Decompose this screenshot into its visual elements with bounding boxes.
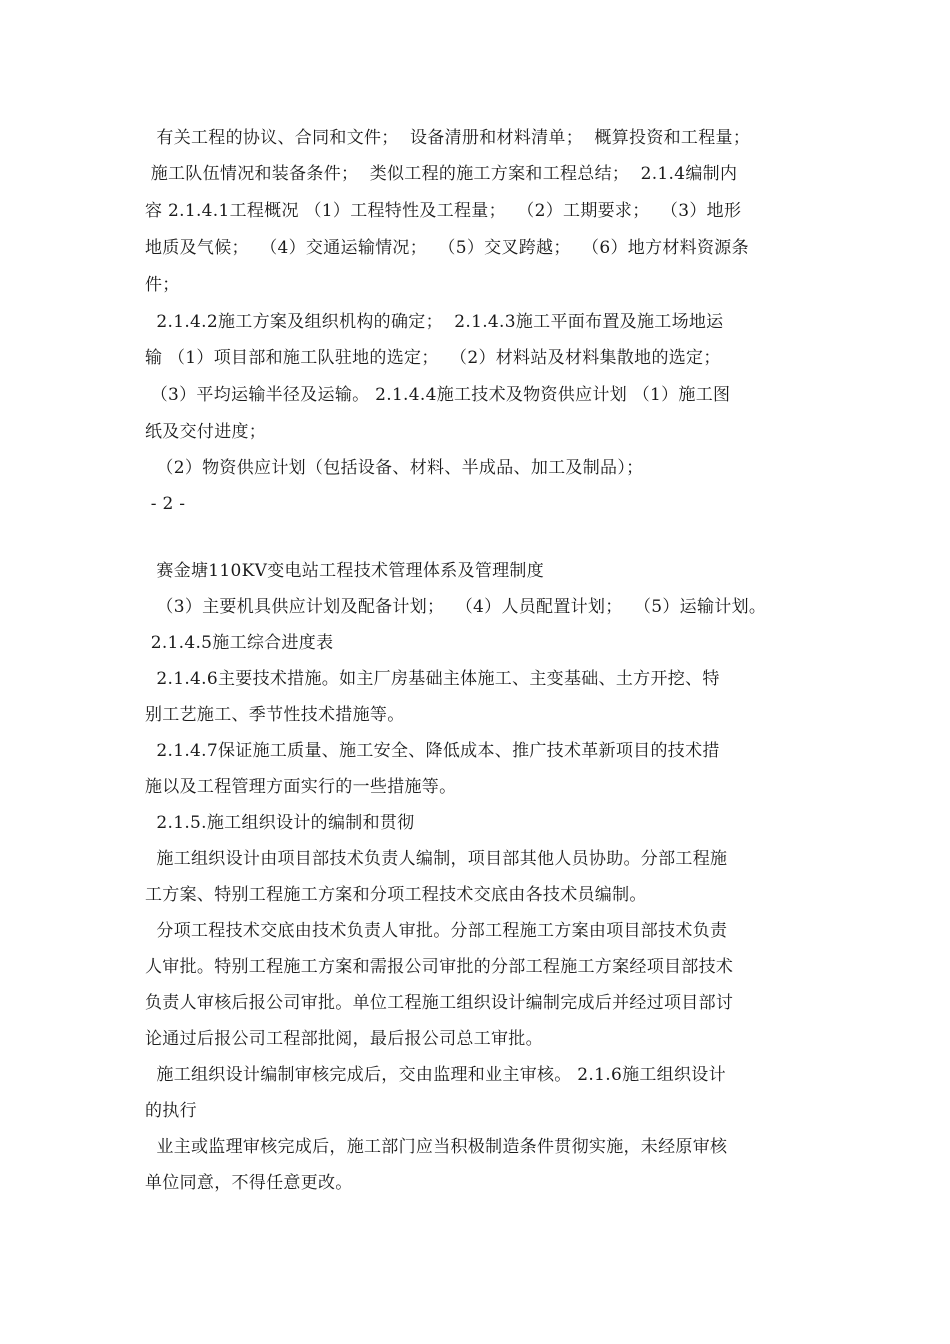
- text-line: 施以及工程管理方面实行的一些措施等。: [145, 777, 457, 797]
- text-line: 业主或监理审核完成后，施工部门应当积极制造条件贯彻实施，未经原审核: [145, 1137, 728, 1157]
- text-line: 2.1.4.6主要技术措施。如主厂房基础主体施工、主变基础、土方开挖、特: [145, 669, 720, 689]
- text-line: 施工队伍情况和装备条件； 类似工程的施工方案和工程总结； 2.1.4编制内: [145, 164, 738, 184]
- text-line: （3）主要机具供应计划及配备计划； （4）人员配置计划； （5）运输计划。: [145, 597, 767, 617]
- text-line: 施工组织设计编制审核完成后，交由监理和业主审核。 2.1.6施工组织设计: [145, 1065, 726, 1085]
- text-line: 分项工程技术交底由技术负责人审批。分部工程施工方案由项目部技术负责: [145, 921, 728, 941]
- text-line: 2.1.4.2施工方案及组织机构的确定； 2.1.4.3施工平面布置及施工场地运: [145, 312, 724, 332]
- text-line: 人审批。特别工程施工方案和需报公司审批的分部工程施工方案经项目部技术: [145, 957, 734, 977]
- text-line: 施工组织设计由项目部技术负责人编制，项目部其他人员协助。分部工程施: [145, 849, 728, 869]
- text-line: 的执行: [145, 1101, 197, 1121]
- text-line: 输 （1）项目部和施工队驻地的选定； （2）材料站及材料集散地的选定；: [145, 348, 721, 368]
- text-line: 别工艺施工、季节性技术措施等。: [145, 705, 405, 725]
- text-line: 负责人审核后报公司审批。单位工程施工组织设计编制完成后并经过项目部讨: [145, 993, 734, 1013]
- text-line: 有关工程的协议、合同和文件； 设备清册和材料清单； 概算投资和工程量；: [145, 128, 751, 148]
- text-line: 件；: [145, 275, 180, 295]
- text-line: 2.1.4.7保证施工质量、施工安全、降低成本、推广技术革新项目的技术措: [145, 741, 720, 761]
- text-line: 工方案、特别工程施工方案和分项工程技术交底由各技术员编制。: [145, 885, 647, 905]
- text-line: 2.1.4.5施工综合进度表: [145, 633, 334, 653]
- text-line: 地质及气候； （4）交通运输情况； （5）交叉跨越； （6）地方材料资源条: [145, 238, 749, 258]
- text-line: 2.1.5.施工组织设计的编制和贯彻: [145, 813, 415, 833]
- text-line: 单位同意，不得任意更改。: [145, 1173, 353, 1193]
- page-number: - 2 -: [145, 494, 186, 514]
- text-line: 纸及交付进度；: [145, 422, 267, 442]
- text-line: （3）平均运输半径及运输。 2.1.4.4施工技术及物资供应计划 （1）施工图: [145, 385, 731, 405]
- text-line: 论通过后报公司工程部批阅，最后报公司总工审批。: [145, 1029, 543, 1049]
- text-line: 容 2.1.4.1工程概况 （1）工程特性及工程量； （2）工期要求； （3）地形: [145, 201, 742, 221]
- text-line: （2）物资供应计划（包括设备、材料、半成品、加工及制品）；: [145, 458, 644, 478]
- section-header: 赛金塘110KV变电站工程技术管理体系及管理制度: [145, 561, 545, 581]
